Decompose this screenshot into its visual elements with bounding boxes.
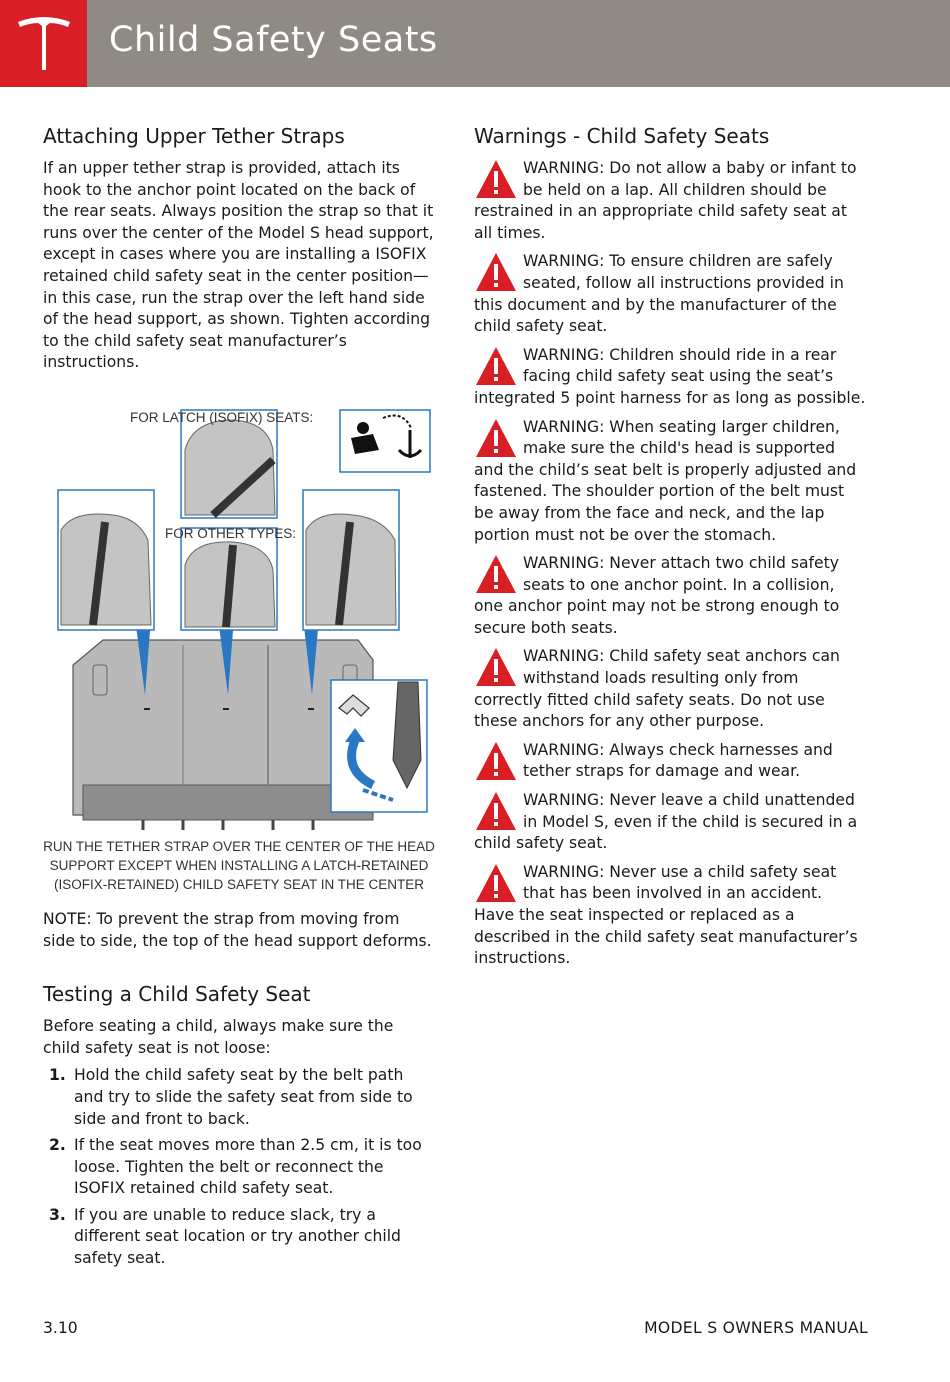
warning-triangle-icon (474, 790, 518, 832)
page-header (0, 0, 950, 87)
warning-item (474, 646, 866, 732)
warning-triangle-icon (474, 553, 518, 595)
warning-text: WARNING: Never attach two child safety seats to one anchor point. In a collision, one anchor point may not be strong enough to secure both seats. (474, 554, 840, 637)
warning-item (474, 790, 866, 855)
brand-logo (0, 0, 87, 87)
warning-triangle-icon (474, 417, 518, 459)
warning-triangle-icon (474, 740, 518, 782)
warning-item (474, 251, 866, 337)
figure-label-other: FOR OTHER TYPES: (165, 525, 297, 541)
step-number: 2. (49, 1136, 66, 1155)
figure-caption-line3: (ISOFIX-RETAINED) CHILD SAFETY SEAT IN THE CENTER (53, 876, 425, 892)
testing-intro-text: Before seating a child, always make sure the child safety seat is not loose: (43, 1017, 394, 1057)
rear-seat-illustration (43, 390, 435, 895)
figure-label-latch: FOR LATCH (ISOFIX) SEATS: (130, 409, 314, 425)
warning-text: WARNING: Child safety seat anchors can withstand loads resulting only from correctly fitted child safety seats. Do not use these anchors for any other purpose. (474, 647, 840, 731)
warning-text: WARNING: Never leave a child unattended in Model S, even if the child is secured in a child safety seat. (474, 791, 858, 853)
warning-text: WARNING: Do not allow a baby or infant to be held on a lap. All children should be restrained in an appropriate child safety seat at all times. (474, 159, 857, 242)
warnings-list (474, 158, 866, 970)
step-number: 1. (49, 1066, 66, 1085)
right-column (474, 122, 866, 977)
list-item (43, 1205, 435, 1270)
manual-name: MODEL S OWNERS MANUAL (644, 1319, 868, 1337)
warning-item (474, 417, 866, 547)
warning-triangle-icon (474, 158, 518, 200)
warning-item (474, 862, 866, 970)
warning-item (474, 158, 866, 244)
step-number: 3. (49, 1205, 66, 1224)
warning-item (474, 345, 866, 410)
page-number: 3.10 (43, 1319, 78, 1337)
list-item (43, 1135, 435, 1200)
section-heading-warnings: Warnings - Child Safety Seats (474, 124, 770, 148)
warning-text: WARNING: To ensure children are safely seated, follow all instructions provided in this document and by the manufacturer of the child safety seat. (474, 252, 844, 336)
figure-note: NOTE: To prevent the strap from moving from side to side, the top of the head support deforms. (43, 909, 432, 950)
testing-steps-list (43, 1065, 435, 1269)
page-title: Child Safety Seats (109, 20, 438, 60)
warning-text: WARNING: Children should ride in a rear facing child safety seat using the seat’s integrated 5 point harness for as long as possible. (474, 345, 866, 407)
warning-triangle-icon (474, 862, 518, 904)
warning-item (474, 740, 866, 783)
warning-triangle-icon (474, 646, 518, 688)
section-heading-tether: Attaching Upper Tether Straps (43, 124, 345, 148)
section-heading-testing: Testing a Child Safety Seat (43, 982, 311, 1007)
figure-caption-line2: SUPPORT EXCEPT WHEN INSTALLING A LATCH-RETAINED (49, 857, 429, 873)
step-text: If you are unable to reduce slack, try a different seat location or try another child safety seat. (74, 1205, 401, 1268)
step-text: If the seat moves more than 2.5 cm, it is too loose. Tighten the belt or reconnect the ISOFIX retained child safety seat. (74, 1136, 422, 1198)
list-item (43, 1065, 435, 1130)
warning-triangle-icon (474, 251, 518, 293)
figure-caption-line1: RUN THE TETHER STRAP OVER THE CENTER OF THE HEAD (43, 838, 435, 854)
warning-triangle-icon (474, 345, 518, 387)
left-column (43, 122, 435, 1275)
tether-strap-figure (43, 390, 435, 895)
step-text: Hold the child safety seat by the belt path and try to slide the safety seat from side to side and front to back. (74, 1066, 413, 1128)
warning-item (474, 553, 866, 639)
tesla-logo-icon (14, 14, 74, 74)
tether-body-text: If an upper tether strap is provided, attach its hook to the anchor point located on the back of the rear seats. Always position the strap so that it runs over the center of the Model S head support, except in cases where you are installing a ISOFIX retained child safety seat in the center position—in this case, run the strap over the left hand side of the head support, as shown. Tighten according to the child safety seat manufacturer’s instructions. (43, 159, 434, 372)
warning-text: WARNING: Always check harnesses and tether straps for damage and wear. (523, 740, 833, 781)
warning-text: WARNING: Never use a child safety seat that has been involved in an accident. Have the seat inspected or replaced as a described in the child safety seat manufacturer’s instructions. (474, 862, 858, 968)
warning-text: WARNING: When seating larger children, make sure the child's head is supported and the child’s seat belt is properly adjusted and fastened. The shoulder portion of the belt must be away from the face and neck, and the lap portion must not be over the stomach. (474, 417, 857, 544)
